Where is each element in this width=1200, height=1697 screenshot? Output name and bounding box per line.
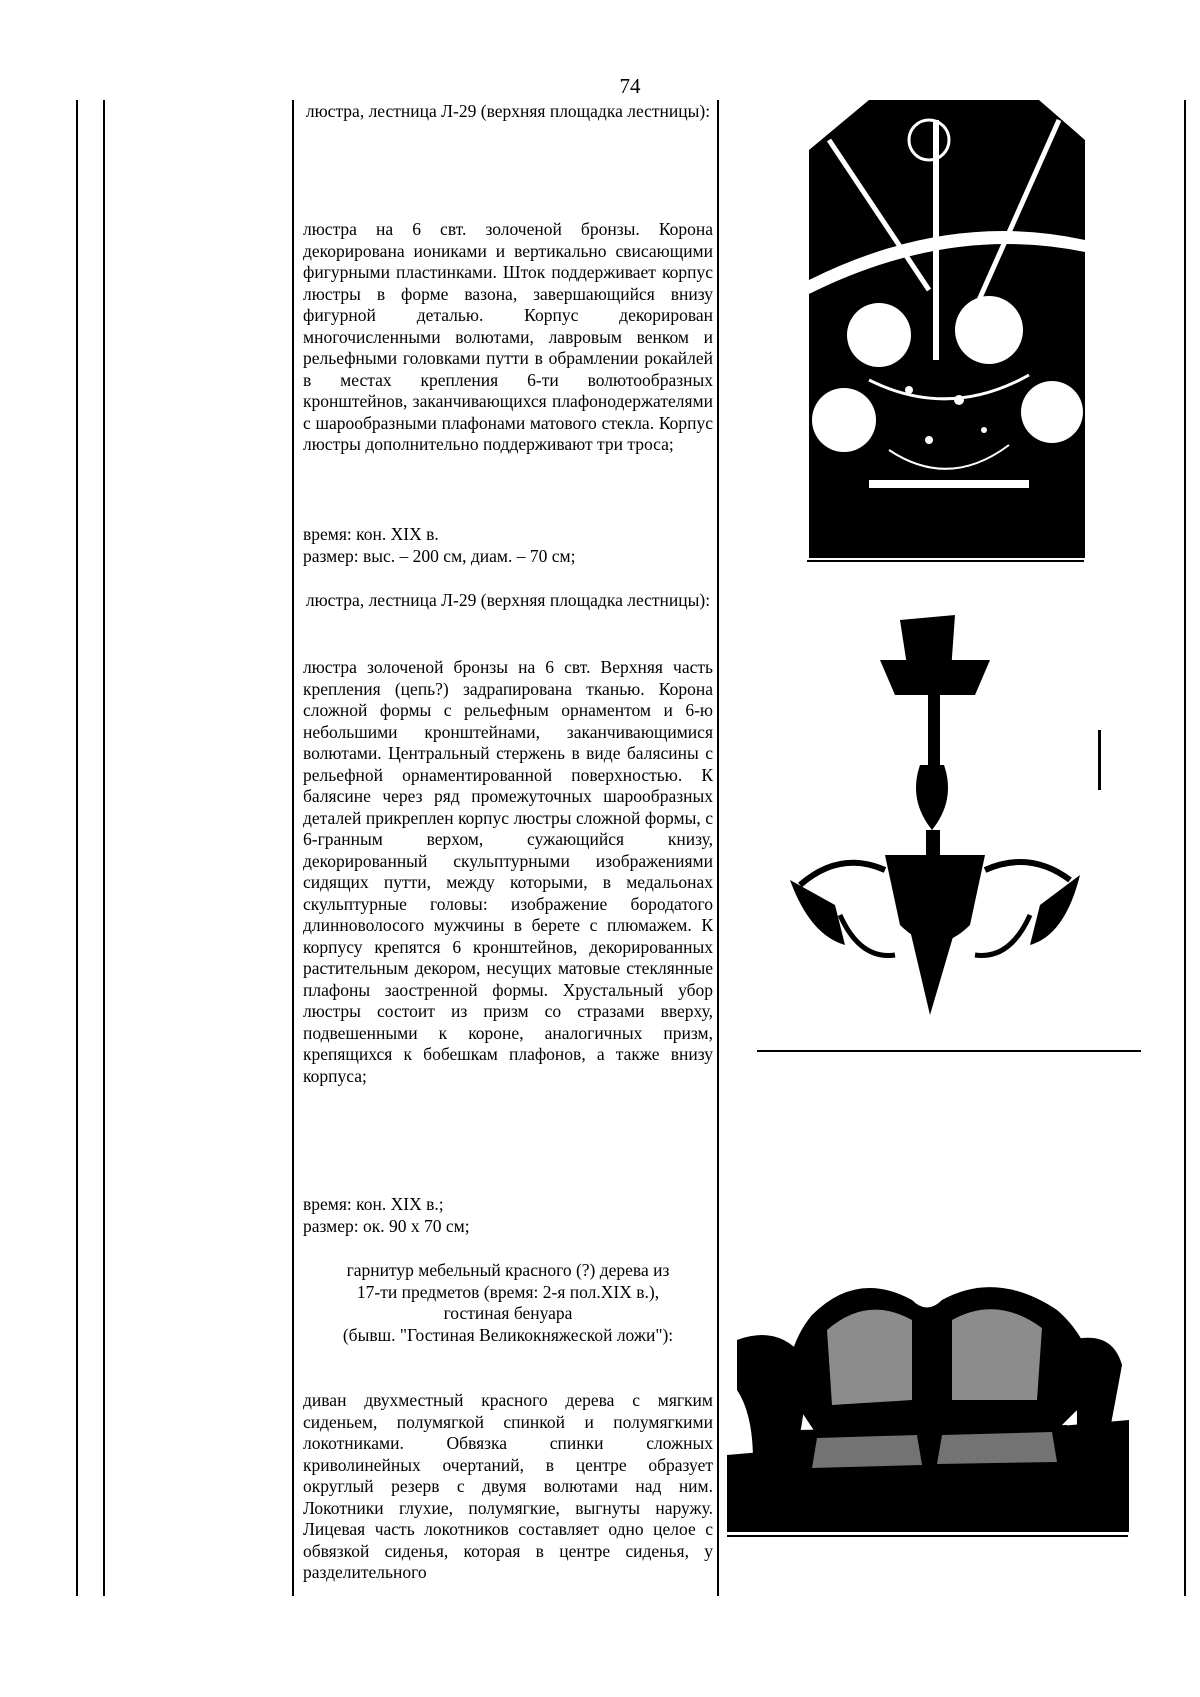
entry-3-description: диван двухместный красного дерева с мягким сиденьем, полумягкой спинкой и полумягкими локотниками. Обвязка спинки сложных криволинейных очертаний, в центре образует округлый резерв с двумя волютами над ним. Локотники глухие, полумягкие, выгнуты наружу. Лицевая часть локотников составляет одно целое с обвязкой сиденья, которая в центре сиденья, у разделительного bbox=[303, 1390, 713, 1582]
entry-2-heading: люстра, лестница Л-29 (верхняя площадка лестницы): bbox=[305, 590, 711, 610]
entry-3-heading-line-4: (бывш. "Гостиная Великокняжеской ложи"): bbox=[342, 1324, 674, 1345]
entry-2-description: люстра золоченой бронзы на 6 свт. Верхняя часть крепления (цепь?) задрапирована тканью. Корона сложной формы с рельефным орнаментом и 6-ю небольшими кронштейнами, заканчивающимися волютами. Центральный стержень в виде балясины с рельефной орнаментированной поверхностью. К балясине через ряд промежуточных шарообразных деталей прикреплен корпус люстры сложной формы, с 6-гранным верхом, сужающийся книзу, декорированный скульптурными изображениями сидящих путти, между которыми, в медальонах скульптурные головы: изображение бородатого длинноволосого мужчины в берете с плюмажем. К корпусу крепятся 6 кронштейнов, декорированных растительным декором, несущих матовые стеклянные плафоны заостренной формы. Хрустальный убор люстры состоит из призм со стразами вверху, подвешенными к короне, аналогичных призм, крепящихся к бобешкам плафонов, а также внизу корпуса; bbox=[303, 657, 713, 1086]
row-separator-2 bbox=[757, 1050, 1141, 1052]
entry-3-heading-line-2: 17-ти предметов (время: 2-я пол.XIX в.), bbox=[356, 1281, 660, 1302]
entry-1-description: люстра на 6 свт. золоченой бронзы. Корона декорирована иониками и вертикально свисающими фигурными пластинками. Шток поддерживает корпус люстры в форме вазона, завершающийся внизу фигурной деталью. Корпус декорирован многочисленными волютами, лавровым венком и рельефными головками путти в обрамлении рокайлей в местах крепления 6-ти волютообразных кронштейнов, заканчивающихся плафонодержателями с шарообразными плафонами матового стекла. Корпус люстры дополнительно поддерживают три троса; bbox=[303, 219, 713, 454]
sofa-photo bbox=[727, 1270, 1129, 1532]
row-separator-3 bbox=[727, 1535, 1128, 1537]
entry-1-time: время: кон. XIX в. bbox=[303, 524, 439, 544]
entry-3-heading bbox=[303, 1260, 713, 1346]
table-border-left-inner bbox=[103, 100, 105, 1596]
chandelier-photo-2 bbox=[780, 615, 1110, 1035]
row-separator-1 bbox=[807, 560, 1084, 562]
entry-1-heading: люстра, лестница Л-29 (верхняя площадка лестницы): bbox=[305, 101, 711, 121]
table-border-right bbox=[1184, 100, 1186, 1596]
entry-2-time: время: кон. XIX в.; bbox=[303, 1194, 444, 1214]
entry-3-heading-line-3: гостиная бенуара bbox=[443, 1303, 573, 1323]
page-number: 74 bbox=[619, 74, 641, 98]
entry-1-size: размер: выс. – 200 см, диам. – 70 см; bbox=[303, 546, 576, 566]
entry-2-size: размер: ок. 90 х 70 см; bbox=[303, 1216, 470, 1236]
entry-3-heading-line-1: гарнитур мебельный красного (?) дерева из bbox=[346, 1260, 670, 1280]
table-divider-text-left bbox=[292, 100, 294, 1596]
table-divider-text-right bbox=[717, 100, 719, 1596]
table-border-left-outer bbox=[76, 100, 78, 1596]
chandelier-photo-1 bbox=[809, 100, 1085, 558]
